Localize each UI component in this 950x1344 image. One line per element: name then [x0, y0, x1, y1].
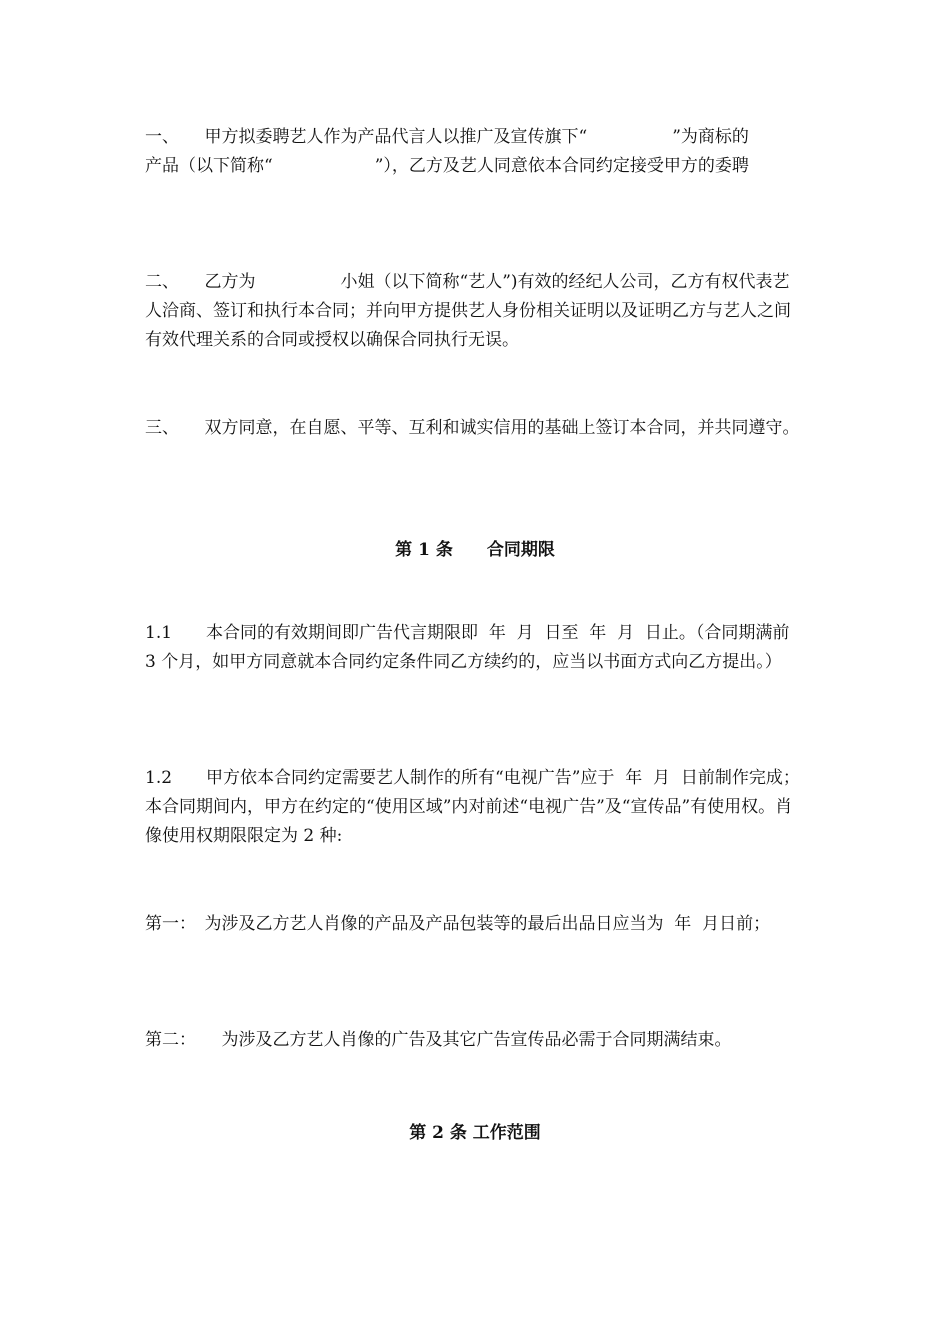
clause-second: 第二： 为涉及乙方艺人肖像的广告及其它广告宣传品必需于合同期满结束。: [145, 1030, 732, 1050]
intro-item-3: 三、 双方同意，在自愿、平等、互利和诚实信用的基础上签订本合同，并共同遵守。: [145, 418, 800, 438]
intro-item-1: 一、 甲方拟委聘艺人作为产品代言人以推广及宣传旗下“ ”为商标的 产品（以下简称“ ”），乙方及艺人同意依本合同约定接受甲方的委聘: [145, 127, 851, 176]
article-2-heading: 第 2 条 工作范围: [409, 1123, 541, 1143]
clause-1-2: 1.2 甲方依本合同约定需要艺人制作的所有“电视广告”应于 年 月 日前制作完成；本合同期间内，甲方在约定的“使用区域”内对前述“电视广告”及“宣传品”有使用权。肖像使用权期限限定为 2 种:: [145, 768, 800, 846]
article-1-heading: 第 1 条 合同期限: [395, 540, 555, 560]
intro-item-2: 二、 乙方为 小姐（以下简称“艺人”)有效的经纪人公司，乙方有权代表艺人洽商、签订和执行本合同；并向甲方提供艺人身份相关证明以及证明乙方与艺人之间有效代理关系的合同或授权以确保合同执行无误。: [145, 272, 791, 350]
clause-first: 第一： 为涉及乙方艺人肖像的产品及产品包装等的最后出品日应当为 年 月日前；: [145, 914, 771, 934]
clause-1-1: 1.1 本合同的有效期间即广告代言期限即 年 月 日至 年 月 日止。（合同期满前 3 个月，如甲方同意就本合同约定条件同乙方续约的，应当以书面方式向乙方提出。）: [145, 623, 795, 672]
